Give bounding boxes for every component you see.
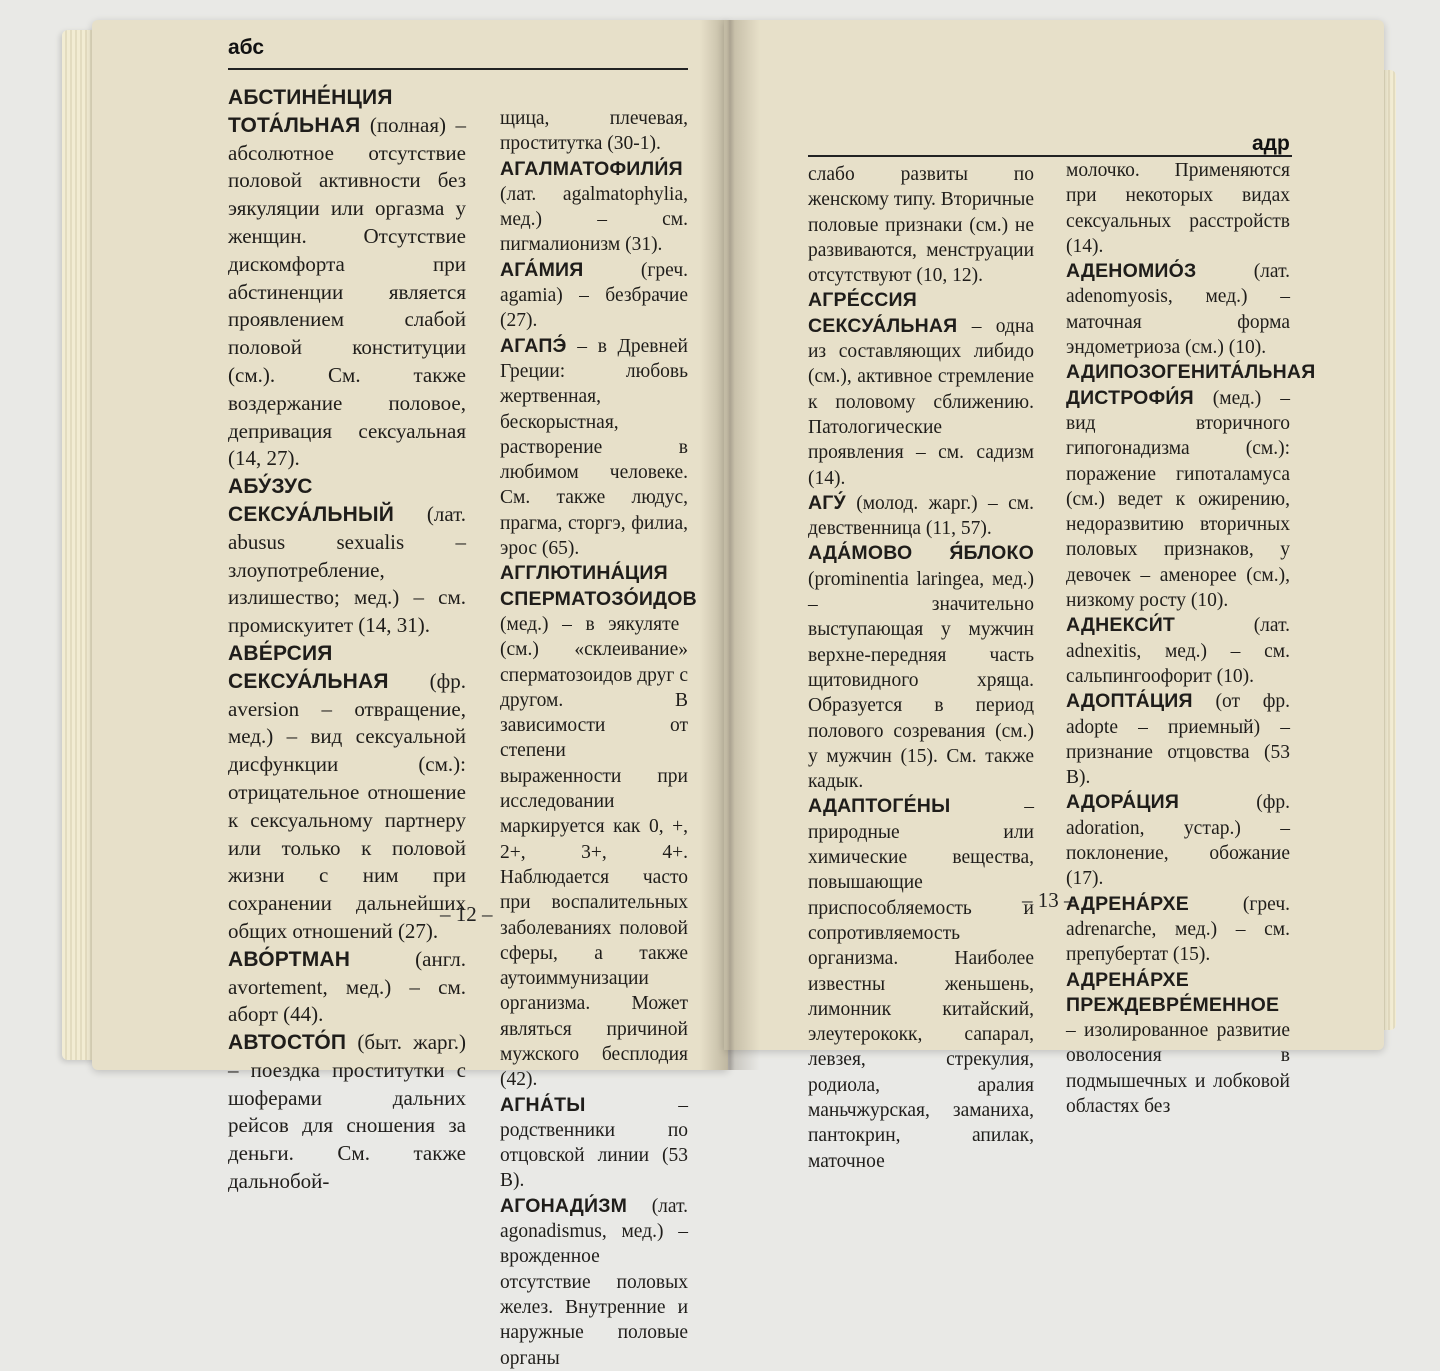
dictionary-entry — [500, 561, 697, 1092]
dictionary-entry — [228, 84, 466, 473]
dictionary-entry — [1066, 892, 1290, 968]
entry-definition: (мед.) – в эякуляте (см.) «склеивание» сперматозоидов друг с другом. В зависимости от степени выраженности при исследовании маркируется как 0, +, 2+, 3+, 4+. Наблюдается часто при воспалительных заболеваниях половой сферы, а также аутоиммунизации организма. Может являться причиной мужского бесплодия (42). — [500, 613, 688, 1091]
dictionary-entry — [500, 258, 688, 334]
right-running-head: адр — [1252, 132, 1290, 155]
entry-definition: (греч. agamia) – безбрачие (27). — [500, 259, 688, 332]
entry-headword: АГАЛМАТОФИЛИ́Я — [500, 157, 683, 180]
entry-headword: АДРЕНА́РХЕ ПРЕЖДЕВРЕ́МЕННОЕ — [1066, 968, 1280, 1016]
entry-definition: (prominentia laringea, мед.) – значительно выступающая у мужчин верхне-передняя часть щитовидного хряща. Образуется в период полового созревания (см.) у мужчин (15). См. также кадык. — [808, 568, 1034, 793]
dictionary-entry — [808, 794, 1034, 1173]
entry-headword: АВТОСТО́П — [228, 1031, 347, 1055]
dictionary-entry — [1066, 790, 1290, 891]
dictionary-entry — [1066, 689, 1290, 790]
dictionary-entry — [1066, 259, 1290, 360]
dictionary-entry — [500, 1093, 688, 1194]
dictionary-entry — [500, 106, 688, 157]
right-head-rule — [808, 155, 1292, 157]
dictionary-entry — [808, 541, 1034, 794]
entry-headword: АДНЕКСИ́Т — [1066, 614, 1176, 637]
entry-definition: (лат. abusus sexualis – злоупотребление, излишество; мед.) – см. промискуитет (14, 31). — [228, 501, 466, 638]
entry-definition: – в Древней Греции: любовь жертвенная, бескорыстная, растворение в любимом человеке. См. также людус, прагма, сторгэ, филиа, эрос (65). — [500, 335, 688, 560]
entry-headword: АГГЛЮТИНА́ЦИЯ СПЕРМАТОЗО́ИДОВ — [500, 562, 697, 610]
entry-headword: АГРЕ́ССИЯ СЕКСУА́ЛЬНАЯ — [808, 289, 958, 337]
left-column-1 — [228, 84, 466, 1196]
entry-headword: АВО́РТМАН — [228, 947, 351, 971]
entry-headword: АДЕНОМИО́З — [1066, 260, 1197, 283]
dictionary-entry — [808, 162, 1034, 288]
right-column-2 — [1066, 158, 1316, 1119]
entry-headword: АВЕ́РСИЯ СЕКСУА́ЛЬНАЯ — [228, 641, 389, 693]
entry-definition: (лат. agonadismus, мед.) – врожденное отсутствие половых желез. Внутренние и наружные половые органы — [500, 1195, 688, 1369]
dictionary-entry — [1066, 158, 1290, 259]
left-running-head: абс — [228, 36, 265, 59]
entry-headword: АДРЕНА́РХЕ — [1066, 892, 1189, 915]
entry-headword: АГУ́ — [808, 491, 846, 514]
entry-headword: АГА́МИЯ — [500, 258, 584, 281]
left-column-2 — [500, 106, 697, 1371]
dictionary-entry — [500, 334, 688, 562]
entry-headword: АГНА́ТЫ — [500, 1093, 586, 1116]
entry-definition: – природные или химические вещества, повышающие приспособляемость и сопротивляемость организма. Наиболее известны женьшень, лимонник китайский, элеутерококк, сапарал, левзея, стрекулия, родиола, аралия маньчжурская, заманиха, пантокрин, апилак, маточное — [808, 796, 1034, 1172]
entry-headword: АБУ́ЗУС СЕКСУА́ЛЬНЫЙ — [228, 475, 395, 526]
entry-headword: АДОРА́ЦИЯ — [1066, 791, 1180, 814]
dictionary-entry — [228, 1029, 466, 1196]
entry-headword: АГОНАДИ́ЗМ — [500, 1194, 628, 1217]
entry-definition: щица, плечевая, проститутка (30-1). — [500, 108, 688, 155]
dictionary-entry — [228, 640, 466, 946]
dictionary-entry — [228, 473, 466, 640]
dictionary-entry — [808, 491, 1034, 542]
dictionary-entry — [808, 288, 1034, 490]
entry-headword: АБСТИНЕ́НЦИЯ ТОТА́ЛЬНАЯ — [228, 86, 393, 137]
left-head-rule — [228, 68, 688, 70]
entry-definition: – изолированное развитие оволосения в подмышечных и лобковой областях без — [1066, 1020, 1290, 1117]
entry-headword: АДА́МОВО Я́БЛОКО — [808, 542, 1034, 565]
entry-headword: АДОПТА́ЦИЯ — [1066, 690, 1193, 713]
entry-definition: (мед.) – вид вторичного гипогонадизма (см.): поражение гипоталамуса (см.) ведет к ожирению, недоразвитию вторичных половых признаков, у девочек – аменорее (см.), низкому росту (10). — [1066, 387, 1290, 612]
entry-definition: молочко. Применяются при некоторых видах сексуальных расстройств (14). — [1066, 160, 1290, 257]
entry-definition: (лат. agalmatophylia, мед.) – см. пигмалионизм (31). — [500, 183, 688, 256]
dictionary-entry — [1066, 613, 1290, 689]
book-gutter — [700, 20, 760, 1070]
left-page-number: – 12 – — [440, 902, 493, 926]
entry-definition: (англ. avortement, мед.) – см. аборт (44). — [228, 946, 466, 1027]
entry-definition: (полная) – абсолютное отсутствие половой активности без эякуляции или оргазма у женщин. Отсутствие дискомфорта при абстиненции является проявлением слабой половой конституции (см.). См. также воздержание половое, депривация сексуальная (14, 27). — [228, 112, 466, 471]
entry-definition: (фр. adoration, устар.) – поклонение, обожание (17). — [1066, 792, 1290, 890]
entry-definition: (быт. жарг.) – поездка проститутки с шоферами дальних рейсов для сношения за деньги. См. также дальнобой- — [228, 1030, 466, 1194]
entry-definition: (греч. adrenarche, мед.) – см. препубертат (15). — [1066, 893, 1290, 966]
entry-definition: (молод. жарг.) – см. девственница (11, 57). — [808, 492, 1034, 540]
entry-headword: АДИПОЗОГЕНИТА́ЛЬНАЯ ДИСТРОФИ́Я — [1066, 361, 1316, 409]
entry-definition: (фр. aversion – отвращение, мед.) – вид сексуальной дисфункции (см.): отрицательное отношение к сексуальному партнеру или только к половой жизни с ним при сохранении дальнейших общих отношений (27). — [228, 668, 466, 943]
right-column-1 — [808, 162, 1034, 1174]
entry-definition: – родственники по отцовской линии (53 В). — [500, 1094, 688, 1192]
entry-headword: АДАПТОГЕ́НЫ — [808, 795, 951, 818]
entry-definition: слабо развиты по женскому типу. Вторичные половые признаки (см.) не развиваются, менструации отсутствуют (10, 12). — [808, 164, 1034, 287]
entry-definition: – одна из составляющих либидо (см.), активное стремление к половому сближению. Патологические проявления – см. садизм (14). — [808, 315, 1034, 489]
entry-definition: (лат. adnexitis, мед.) – см. сальпингоофорит (10). — [1066, 615, 1290, 687]
dictionary-entry — [228, 946, 466, 1029]
entry-definition: (от фр. adopte – приемный) – признание отцовства (53 В). — [1066, 691, 1290, 789]
entry-headword: АГАПЭ́ — [500, 334, 567, 357]
entry-definition: (лат. adenomyosis, мед.) – маточная форма эндометриоза (см.) (10). — [1066, 261, 1290, 359]
dictionary-entry — [500, 157, 688, 258]
dictionary-entry — [1066, 360, 1316, 613]
right-page-number: – 13 – — [1022, 888, 1075, 912]
dictionary-entry — [1066, 968, 1290, 1120]
dictionary-entry — [500, 1194, 688, 1371]
